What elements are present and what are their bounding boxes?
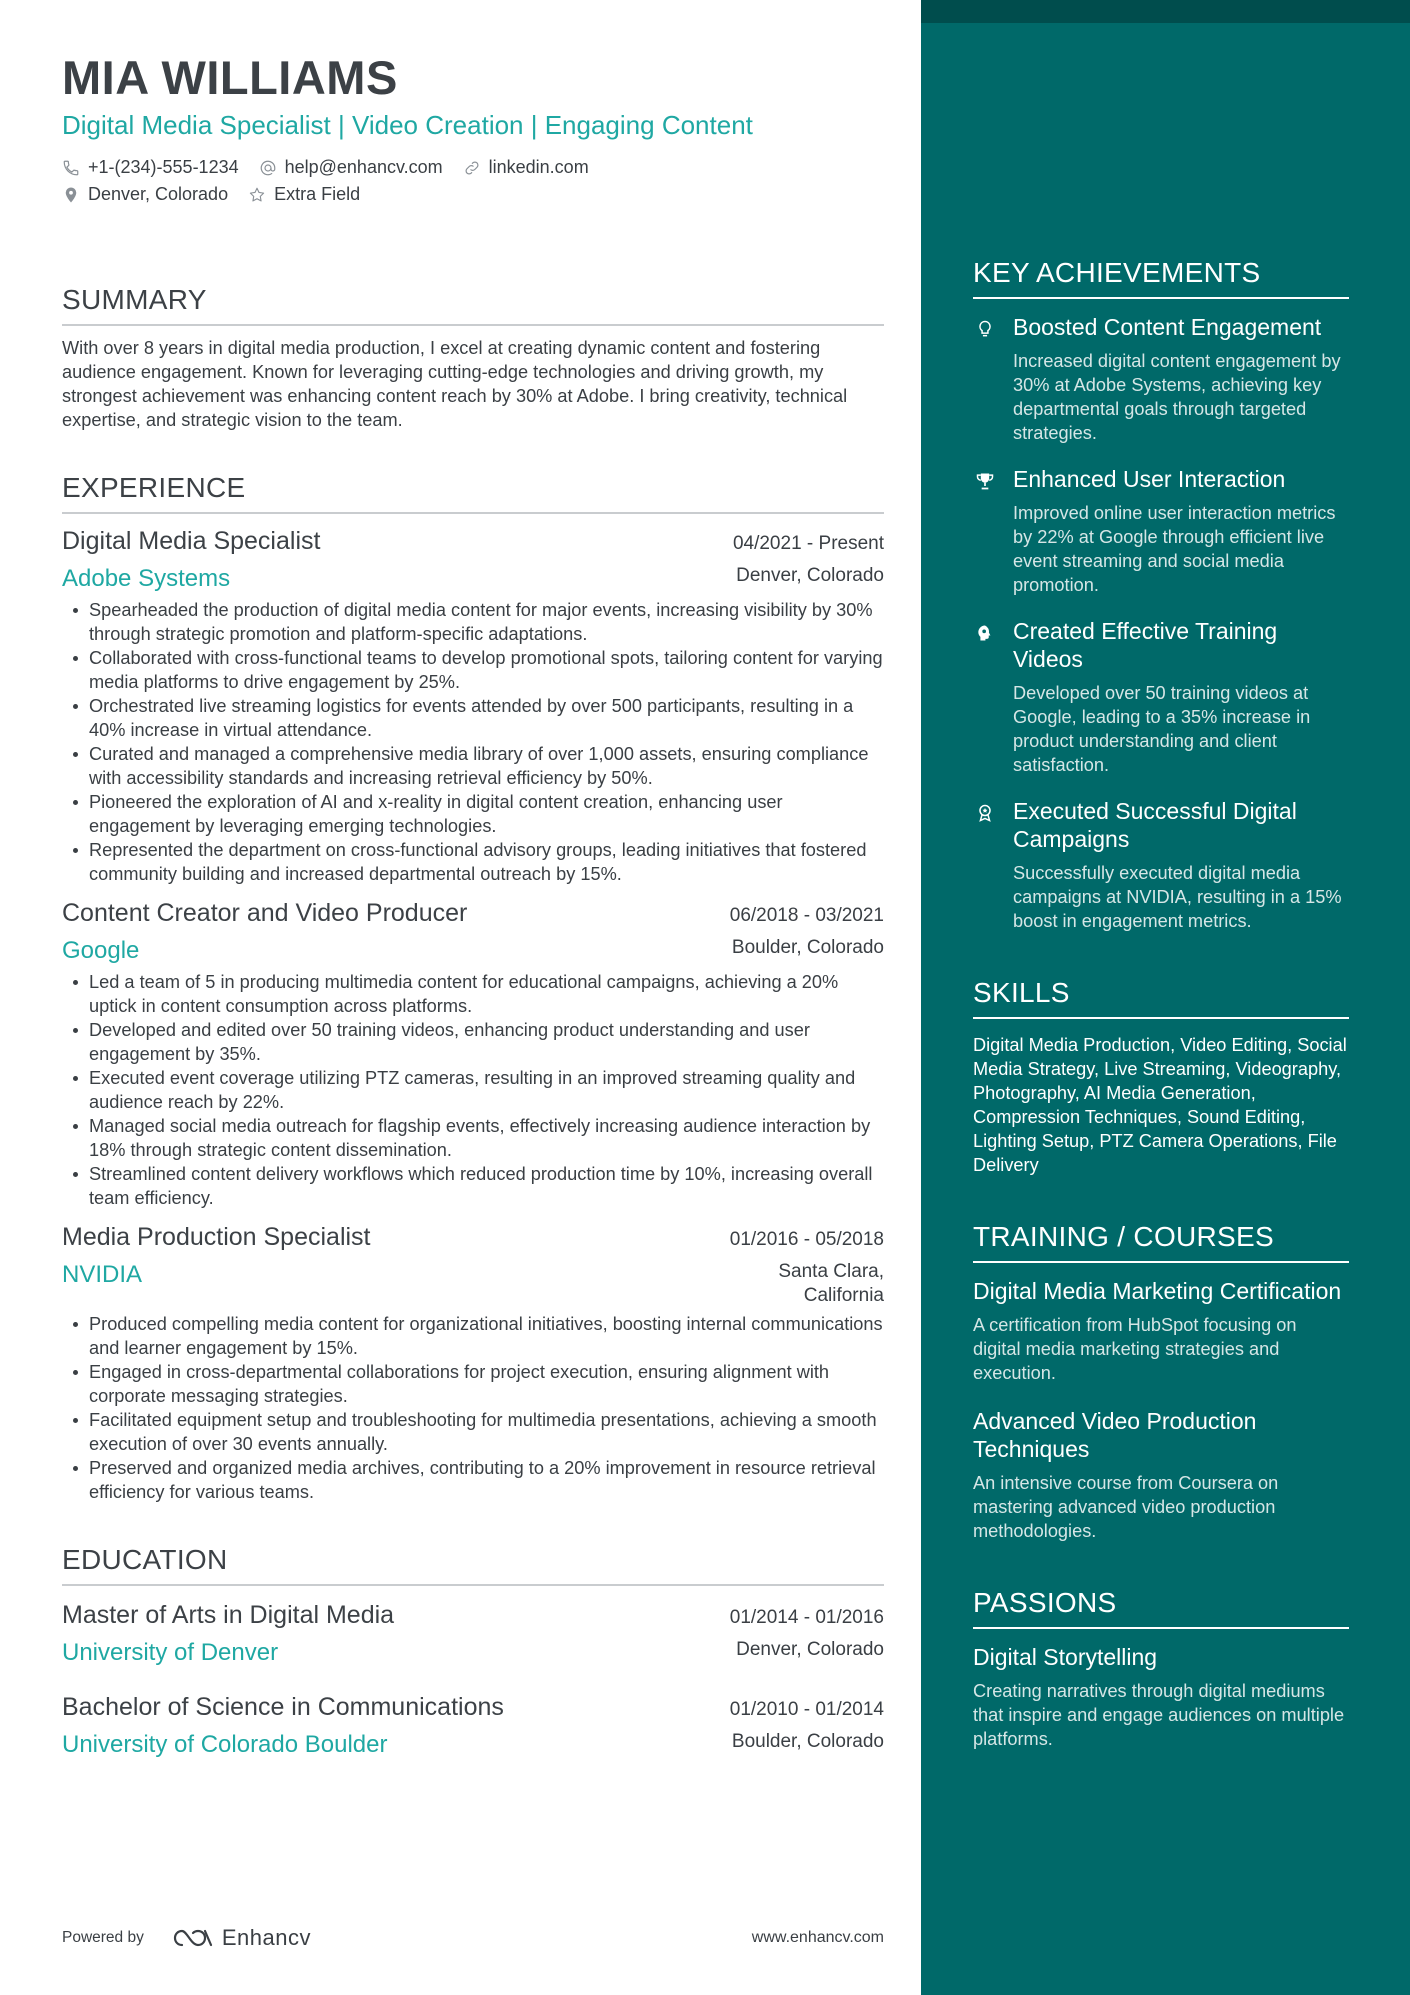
experience-section xyxy=(62,470,884,1504)
website-link[interactable]: www.enhancv.com xyxy=(751,1929,884,1946)
achievement-title: Enhanced User Interaction xyxy=(1013,466,1286,492)
training-section xyxy=(973,1219,1349,1543)
bullet-item: Developed and edited over 50 training videos, enhancing product understanding and user engagement by 35%. xyxy=(62,1018,884,1066)
summary-section xyxy=(62,282,884,432)
email-text: help@enhancv.com xyxy=(284,157,443,177)
school-name: University of Colorado Boulder xyxy=(62,1731,388,1758)
trophy-icon xyxy=(975,471,995,491)
job-company: Adobe Systems xyxy=(62,565,231,592)
bullet-item: Curated and managed a comprehensive media library of over 1,000 assets, ensuring compliance with accessibility standards and increasing retrieval efficiency by 50%. xyxy=(62,742,884,790)
job-date: 04/2021 - Present xyxy=(732,533,884,554)
job-location: Santa Clara, California xyxy=(778,1261,884,1306)
phone-icon xyxy=(62,159,80,177)
skills-list: Digital Media Production, Video Editing, Social Media Strategy, Live Streaming, Videography, Photography, AI Media Generation, Compression Techniques, Sound Editing, Lighting Setup, PTZ Camera Operations, File Delivery xyxy=(973,1035,1347,1175)
education-heading: EDUCATION xyxy=(62,1542,884,1586)
school-location: Denver, Colorado xyxy=(736,1639,884,1660)
summary-text: With over 8 years in digital media production, I excel at creating dynamic content and fostering audience engagement. Known for leveraging cutting-edge technologies and driving growth, my strongest achievement was enhancing content reach by 30% at Adobe. I bring creativity, technical expertise, and strategic vision to the team. xyxy=(62,338,848,430)
job-location: Boulder, Colorado xyxy=(731,937,884,958)
summary-heading: SUMMARY xyxy=(62,282,884,326)
skills-section xyxy=(973,975,1349,1177)
bullet-item: Managed social media outreach for flagship events, effectively increasing audience interaction by 18% through strategic content dissemination. xyxy=(62,1114,884,1162)
location-pin-icon xyxy=(62,186,80,204)
bullet-item: Spearheaded the production of digital media content for major events, increasing visibility by 30% through strategic promotion and platform-specific adaptations. xyxy=(62,598,884,646)
lightbulb-icon xyxy=(975,319,995,339)
bullet-item: Collaborated with cross-functional teams to develop promotional spots, tailoring content for varying media platforms to drive engagement by 25%. xyxy=(62,646,884,694)
job-title: Digital Media Specialist xyxy=(62,527,321,555)
passion-title: Digital Storytelling xyxy=(973,1644,1158,1670)
achievement-title: Created Effective Training Videos xyxy=(1013,618,1278,672)
link-icon xyxy=(463,159,481,177)
sidebar-top-bar xyxy=(921,0,1410,23)
education-entry xyxy=(62,1598,884,1668)
enhancv-logo[interactable] xyxy=(170,1925,311,1951)
job-date: 01/2016 - 05/2018 xyxy=(729,1229,884,1250)
job-company: Google xyxy=(62,937,140,964)
job-company: NVIDIA xyxy=(62,1261,143,1288)
achievement-desc: Developed over 50 training videos at Google, leading to a 35% increase in product understanding and client satisfaction. xyxy=(1013,683,1311,775)
course-title: Advanced Video Production Techniques xyxy=(973,1408,1257,1462)
achievement-item xyxy=(973,617,1349,777)
brand-name: Enhancv xyxy=(221,1925,311,1950)
passion-item xyxy=(973,1643,1349,1751)
contact-info xyxy=(62,154,884,208)
school-location: Boulder, Colorado xyxy=(731,1731,884,1752)
powered-by-label: Powered by xyxy=(62,1929,144,1946)
job-location: Denver, Colorado xyxy=(736,565,884,586)
achievement-desc: Successfully executed digital media campaigns at NVIDIA, resulting in a 15% boost in engagement metrics. xyxy=(1013,863,1342,931)
job-entry xyxy=(62,896,884,1210)
job-bullets xyxy=(62,970,884,1210)
bullet-item: Pioneered the exploration of AI and x-reality in digital content creation, enhancing user engagement by leveraging emerging technologies. xyxy=(62,790,884,838)
course-item xyxy=(973,1277,1349,1385)
linkedin-text: linkedin.com xyxy=(488,157,589,177)
bullet-item: Orchestrated live streaming logistics for events attended by over 500 participants, resulting in a 40% increase in virtual attendance. xyxy=(62,694,884,742)
award-icon xyxy=(975,803,995,823)
achievement-title: Executed Successful Digital Campaigns xyxy=(1013,798,1297,852)
course-item xyxy=(973,1407,1349,1543)
bullet-item: Led a team of 5 in producing multimedia content for educational campaigns, achieving a 20% uptick in content consumption across platforms. xyxy=(62,970,884,1018)
at-icon xyxy=(259,159,277,177)
achievement-title: Boosted Content Engagement xyxy=(1013,314,1322,340)
bullet-item: Executed event coverage utilizing PTZ cameras, resulting in an improved streaming quality and audience reach by 22%. xyxy=(62,1066,884,1114)
achievements-section xyxy=(973,255,1349,933)
course-desc: A certification from HubSpot focusing on digital media marketing strategies and execution. xyxy=(973,1315,1297,1383)
footer xyxy=(62,1925,884,1951)
course-title: Digital Media Marketing Certification xyxy=(973,1278,1342,1304)
passion-desc: Creating narratives through digital mediums that inspire and engage audiences on multiple platforms. xyxy=(973,1681,1345,1749)
job-title: Content Creator and Video Producer xyxy=(62,899,468,927)
location-text: Denver, Colorado xyxy=(88,184,229,204)
job-entry xyxy=(62,524,884,886)
bullet-item: Facilitated equipment setup and troubleshooting for multimedia presentations, achieving a smooth execution of over 30 events annually. xyxy=(62,1408,884,1456)
contact-location xyxy=(62,184,228,205)
job-title: Media Production Specialist xyxy=(62,1223,371,1251)
passions-heading: PASSIONS xyxy=(973,1585,1349,1629)
headline: Digital Media Specialist | Video Creation | Engaging Content xyxy=(62,110,753,140)
infinity-logo-icon xyxy=(170,1926,216,1950)
contact-phone[interactable] xyxy=(62,157,239,178)
achievements-heading: KEY ACHIEVEMENTS xyxy=(973,255,1349,299)
degree-title: Bachelor of Science in Communications xyxy=(62,1693,504,1721)
job-date: 06/2018 - 03/2021 xyxy=(729,905,884,926)
sidebar xyxy=(921,0,1410,1995)
experience-heading: EXPERIENCE xyxy=(62,470,884,514)
achievement-item xyxy=(973,797,1349,933)
achievement-item xyxy=(973,313,1349,445)
job-bullets xyxy=(62,598,884,886)
phone-text: +1-(234)-555-1234 xyxy=(88,157,239,177)
bullet-item: Produced compelling media content for organizational initiatives, boosting internal communications and learner engagement by 15%. xyxy=(62,1312,884,1360)
achievement-item xyxy=(973,465,1349,597)
school-name: University of Denver xyxy=(62,1639,279,1666)
bullet-item: Streamlined content delivery workflows which reduced production time by 10%, increasing overall team efficiency. xyxy=(62,1162,884,1210)
education-date: 01/2014 - 01/2016 xyxy=(729,1607,884,1628)
bullet-item: Preserved and organized media archives, contributing to a 20% improvement in resource retrieval efficiency for various teams. xyxy=(62,1456,884,1504)
contact-extra xyxy=(248,184,360,205)
job-bullets xyxy=(62,1312,884,1504)
training-heading: TRAINING / COURSES xyxy=(973,1219,1349,1263)
bullet-item: Represented the department on cross-functional advisory groups, leading initiatives that fostered community building and increased departmental outreach by 15%. xyxy=(62,838,884,886)
education-entry xyxy=(62,1690,884,1760)
skills-heading: SKILLS xyxy=(973,975,1349,1019)
star-icon xyxy=(248,186,266,204)
contact-linkedin[interactable] xyxy=(463,157,589,178)
education-date: 01/2010 - 01/2014 xyxy=(729,1699,884,1720)
header xyxy=(62,52,884,208)
degree-title: Master of Arts in Digital Media xyxy=(62,1601,395,1629)
passions-section xyxy=(973,1585,1349,1751)
achievement-desc: Increased digital content engagement by 30% at Adobe Systems, achieving key departmental goals through targeted strategies. xyxy=(1013,351,1341,443)
job-entry xyxy=(62,1220,884,1504)
contact-email[interactable] xyxy=(259,157,443,178)
bullet-item: Engaged in cross-departmental collaborations for project execution, ensuring alignment with corporate messaging strategies. xyxy=(62,1360,884,1408)
course-desc: An intensive course from Coursera on mastering advanced video production methodologies. xyxy=(973,1473,1279,1541)
education-section xyxy=(62,1542,884,1760)
achievement-desc: Improved online user interaction metrics by 22% at Google through efficient live event streaming and social media promotion. xyxy=(1013,503,1336,595)
candidate-name: MIA WILLIAMS xyxy=(62,51,398,104)
brain-icon xyxy=(975,623,995,643)
extra-text: Extra Field xyxy=(274,184,361,204)
